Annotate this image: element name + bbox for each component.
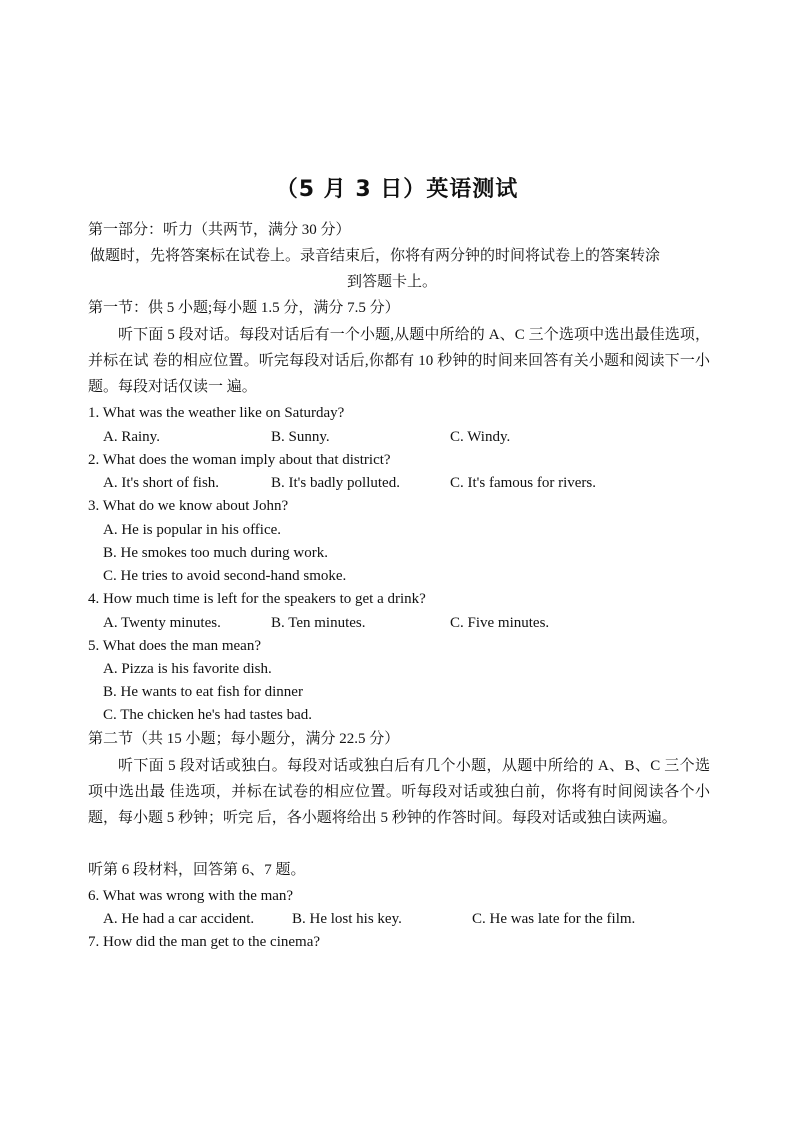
q1-option-c: C. Windy.	[450, 429, 511, 445]
page-title: （5 月 3 日）英语测试	[275, 177, 519, 202]
q3-option-c: C. He tries to avoid second-hand smoke.	[103, 568, 347, 584]
section2-heading: 第二节（共 15 小题；每小题分，满分 22.5 分）	[88, 731, 400, 747]
q2-option-a: A. It's short of fish.	[103, 475, 220, 491]
part1-instruction-line2: 到答题卡上。	[347, 274, 438, 290]
question-3: 3. What do we know about John?	[88, 498, 289, 514]
q3-option-b: B. He smokes too much during work.	[103, 545, 328, 561]
q1-option-a: A. Rainy.	[103, 429, 160, 445]
q6-option-b: B. He lost his key.	[292, 911, 402, 927]
q4-option-b: B. Ten minutes.	[271, 615, 366, 631]
q6-option-c: C. He was late for the film.	[472, 911, 636, 927]
section1-instruction: 听下面 5 段对话。每段对话后有一个小题,从题中所给的 A、C 三个选项中选出最佳选项，并标在试 卷的相应位置。听完每段对话后,你都有 10 秒钟的时间来回答有关小题和阅读下一小题。每段对话仅读一 遍。	[88, 327, 710, 395]
part1-heading: 第一部分：听力（共两节，满分 30 分）	[88, 222, 351, 238]
q2-option-c: C. It's famous for rivers.	[450, 475, 597, 491]
q5-option-a: A. Pizza is his favorite dish.	[103, 661, 272, 677]
q4-option-a: A. Twenty minutes.	[103, 615, 221, 631]
question-1: 1. What was the weather like on Saturday?	[88, 405, 345, 421]
question-6: 6. What was wrong with the man?	[88, 888, 294, 904]
question-4: 4. How much time is left for the speakers to get a drink?	[88, 591, 426, 607]
question-2: 2. What does the woman imply about that district?	[88, 452, 391, 468]
section2-instruction: 听下面 5 段对话或独白。每段对话或独白后有几个小题，从题中所给的 A、B、C 三个选项中选出最 佳选项，并标在试卷的相应位置。听每段对话或独白前，你将有时间阅读各个小题，每小题 5 秒钟；听完 后，各小题将给出 5 秒钟的作答时间。每段对话或独白读两遍。	[88, 758, 710, 826]
question-5: 5. What does the man mean?	[88, 638, 261, 654]
q2-option-b: B. It's badly polluted.	[271, 475, 400, 491]
q1-option-b: B. Sunny.	[271, 429, 330, 445]
section1-heading: 第一节：供 5 小题;每小题 1.5 分，满分 7.5 分）	[88, 300, 400, 316]
q6-option-a: A. He had a car accident.	[103, 911, 255, 927]
material-note: 听第 6 段材料，回答第 6、7 题。	[88, 862, 306, 878]
q3-option-a: A. He is popular in his office.	[103, 522, 282, 538]
question-7: 7. How did the man get to the cinema?	[88, 934, 321, 950]
q5-option-b: B. He wants to eat fish for dinner	[103, 684, 303, 700]
part1-instruction-line1: 做题时，先将答案标在试卷上。录音结束后，你将有两分钟的时间将试卷上的答案转涂	[90, 248, 661, 264]
q4-option-c: C. Five minutes.	[450, 615, 550, 631]
q5-option-c: C. The chicken he's had tastes bad.	[103, 707, 313, 723]
